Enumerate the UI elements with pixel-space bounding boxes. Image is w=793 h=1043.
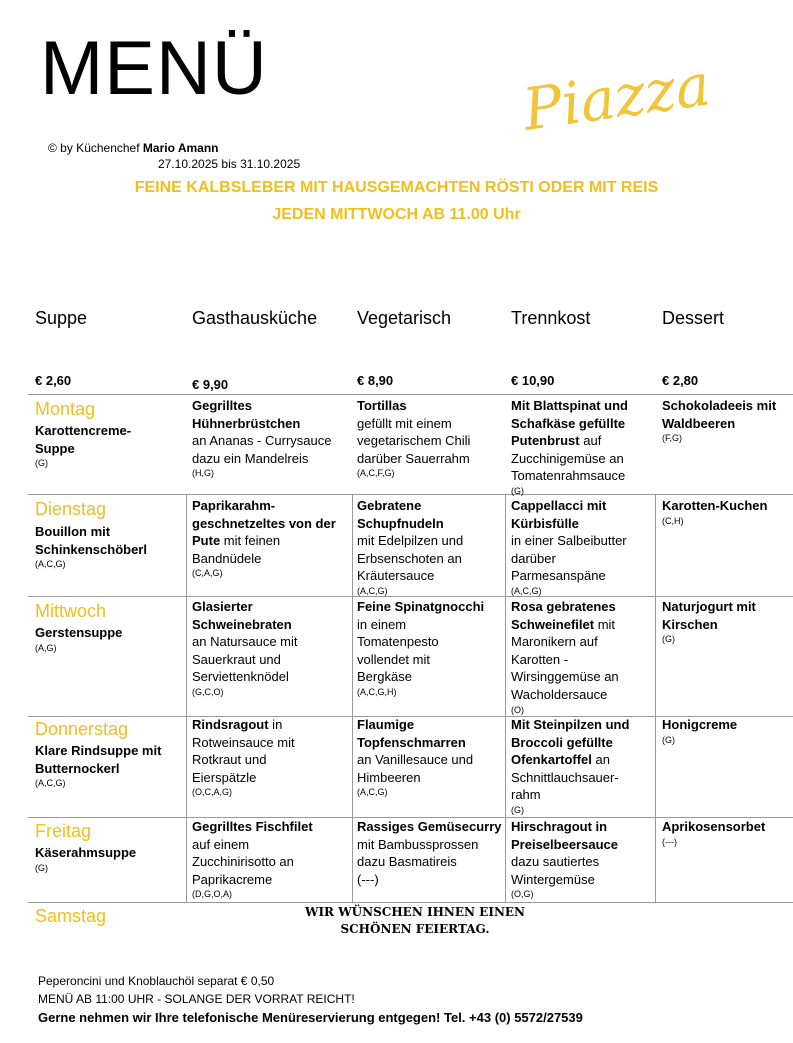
dish-desc: in einem [357,616,407,632]
dish-desc: mit [594,616,616,632]
allergens: (---) [662,836,677,847]
dish-name: Topfenschmarren [357,734,466,750]
dish-name: Hühnerbrüstchen [192,415,301,431]
dish-name: Ofenkartoffel [511,752,592,768]
cell-montag-suppe [35,422,183,469]
dish-desc: Serviettenknödel [192,669,289,685]
cell-montag-trennkost [511,397,653,497]
day-label-donnerstag: Donnerstag [35,719,129,739]
column-header-dessert: Dessert [662,308,725,328]
cell-mittwoch-trennkost [511,598,653,716]
dish-desc: mit Edelpilzen und [357,533,464,549]
dish-name: Honigcreme [662,717,738,732]
dish-name: Rassiges Gemüsecurry [357,819,502,834]
allergens: (A,C,G) [357,585,388,596]
allergens: (A,C,G) [35,559,66,570]
dish-desc: Rotkraut und [192,752,267,768]
dish-desc: mit Bambussprossen [357,836,479,852]
dish-name: Schweinebraten [192,616,292,632]
cell-freitag-suppe [35,844,183,874]
dish-name: Preiselbeersauce [511,836,618,852]
dish-name: Schafkäse gefüllte [511,415,626,431]
allergens: (G) [511,485,524,496]
dish-name: Butternockerl [35,760,120,776]
dish-name: geschnetzeltes von der [192,515,336,531]
allergens: (C,A,G) [192,568,223,579]
dish-desc: an Natursauce mit [192,634,298,650]
day-label-mittwoch: Mittwoch [35,601,107,621]
allergens: (H,G) [192,468,214,479]
dish-desc: an Vanillesauce und [357,752,474,768]
cell-montag-vegetarisch [357,397,505,479]
column-divider [352,494,353,902]
day-label-dienstag: Dienstag [35,499,107,519]
dish-desc: (---) [357,871,379,887]
dish-desc: Bandnüdele [192,550,262,566]
footer-reservation: Gerne nehmen wir Ihre telefonische Menüreservierung entgegen! Tel. +43 (0) 5572/27539 [38,1010,583,1025]
holiday-notice-line-1: WIR WÜNSCHEN IHNEN EINEN [304,905,526,919]
allergens: (C,H) [662,515,684,526]
dish-name: Waldbeeren [662,415,736,431]
day-label-montag: Montag [35,399,96,419]
dish-desc: Wacholdersauce [511,686,608,702]
dish-name: Aprikosensorbet [662,819,766,834]
cell-donnerstag-suppe [35,742,183,789]
allergens: (A,G) [35,642,57,653]
cell-mittwoch-suppe [35,624,183,654]
chef-credit [48,141,218,155]
allergens: (F,G) [662,433,682,444]
allergens: (G) [511,804,524,815]
dish-desc: darüber Sauerrahm [357,450,470,466]
dish-desc: mit feinen [220,533,281,549]
dish-desc: Parmesanspäne [511,568,606,584]
column-header-suppe: Suppe [35,308,88,328]
cell-freitag-dessert [662,818,790,848]
dish-name: Feine Spinatgnocchi [357,599,485,614]
allergens: (O,G) [511,889,534,900]
dish-name: Kürbisfülle [511,515,579,531]
dish-name: Pute [192,533,221,549]
dish-desc: Bergkäse [357,669,412,685]
column-header-vegetarisch: Vegetarisch [357,308,452,328]
cell-mittwoch-vegetarisch [357,598,505,698]
dish-desc: dazu Basmatireis [357,854,457,870]
cell-freitag-trennkost [511,818,653,900]
dish-name: Gegrilltes Fischfilet [192,819,313,834]
column-header-trennkost: Trennkost [511,308,591,328]
allergens: (A,C,G) [511,585,542,596]
cell-dienstag-trennkost [511,497,653,597]
cell-donnerstag-trennkost [511,716,653,816]
day-label-samstag: Samstag [35,906,107,926]
page-title: MENÜ [40,26,268,111]
dish-desc: Paprikacreme [192,871,273,887]
dish-name: Schinkenschöberl [35,541,147,557]
allergens: (D,G,O,A) [192,889,232,900]
dish-desc: Maronikern auf [511,634,598,650]
dish-name: Rindsragout [192,717,269,732]
date-range: 27.10.2025 bis 31.10.2025 [158,157,301,171]
dish-desc: Zucchinirisotto an [192,854,294,870]
cell-freitag-gasthaus [192,818,350,900]
dish-name: Schokoladeeis mit [662,398,777,413]
dish-desc: Eierspätzle [192,769,257,785]
price-gasthaus: € 9,90 [192,377,229,392]
allergens: (G) [35,862,48,873]
allergens: (A,C,G) [357,787,388,798]
dish-name: Cappellacci mit [511,498,607,513]
column-header-gasthaus: Gasthausküche [192,308,318,328]
cell-dienstag-dessert [662,497,790,527]
dish-name: Kirschen [662,616,718,632]
dish-name: Hirschragout in [511,819,608,834]
dish-desc: auf einem [192,836,250,852]
allergens: (O) [511,704,524,715]
dish-desc: Tomatenrahmsauce [511,468,626,484]
dish-name: Naturjogurt mit [662,599,756,614]
dish-desc: Zucchinigemüse an [511,450,624,466]
row-divider [28,394,793,395]
announcement-line-1: FEINE KALBSLEBER MIT HAUSGEMACHTEN RÖSTI ODER MIT REIS [134,179,659,196]
allergens: (A,C,F,G) [357,468,395,479]
dish-desc: an [591,752,610,768]
dish-desc: gefüllt mit einem [357,415,452,431]
credit-prefix: © by Küchenchef [48,141,140,155]
dish-desc: Wirsinggemüse an [511,669,619,685]
allergens: (G) [662,634,675,645]
row-divider [28,494,793,495]
chef-name: Mario Amann [142,141,219,155]
dish-desc: Karotten - [511,651,569,667]
allergens: (O,C,A,G) [192,787,232,798]
column-divider [505,494,506,902]
dish-desc: Tomatenpesto [357,634,439,650]
dish-name: Flaumige [357,717,415,732]
dish-name: Schupfnudeln [357,515,444,531]
price-dessert: € 2,80 [662,373,699,388]
dish-desc: Sauerkraut und [192,651,281,667]
dish-desc: Himbeeren [357,769,421,785]
holiday-notice [300,904,530,938]
dish-name: Tortillas [357,398,407,413]
allergens: (A,C,G) [35,778,66,789]
dish-desc: vollendet mit [357,651,430,667]
dish-desc: Rotweinsauce mit [192,734,295,750]
dish-desc: darüber [511,550,556,566]
price-vegetarisch: € 8,90 [357,373,394,388]
cell-donnerstag-gasthaus [192,716,350,798]
price-trennkost: € 10,90 [511,373,555,388]
dish-desc: in einer Salbeibutter [511,533,627,549]
dish-name: Gebratene [357,498,422,513]
dish-desc: dazu ein Mandelreis [192,450,309,466]
piazza-logo [518,50,715,160]
cell-mittwoch-dessert [662,598,790,645]
dish-desc: in [268,717,283,732]
dish-name: Käserahmsuppe [35,845,137,860]
allergens: (G) [662,734,675,745]
holiday-notice-line-2: SCHÖNEN FEIERTAG. [340,922,490,936]
cell-freitag-vegetarisch [357,818,505,888]
cell-montag-dessert [662,397,790,444]
dish-name: Rosa gebratenes [511,599,616,614]
dish-name: Suppe [35,440,75,456]
dish-desc: an Ananas - Currysauce [192,433,332,449]
column-divider [655,494,656,902]
footer-extras: Peperoncini und Knoblauchöl separat € 0,50 [38,974,275,988]
dish-name: Karottencreme- [35,423,132,438]
day-label-freitag: Freitag [35,821,92,841]
dish-name: Gegrilltes [192,398,252,413]
dish-name: Bouillon mit [35,524,111,539]
dish-name: Schweinefilet [511,616,595,632]
dish-name: Broccoli gefüllte [511,734,613,750]
cell-donnerstag-vegetarisch [357,716,505,798]
dish-desc: rahm [511,787,541,803]
dish-name: Gerstensuppe [35,625,123,640]
dish-desc: auf [579,433,602,449]
cell-dienstag-vegetarisch [357,497,505,597]
cell-donnerstag-dessert [662,716,790,746]
dish-name: Paprikarahm- [192,498,276,513]
dish-desc: Kräutersauce [357,568,435,584]
cell-montag-gasthaus [192,397,350,479]
cell-dienstag-suppe [35,523,183,570]
dish-name: Karotten-Kuchen [662,498,768,513]
dish-desc: Wintergemüse [511,871,595,887]
cell-dienstag-gasthaus [192,497,350,579]
allergens: (G) [35,458,48,469]
dish-desc: Schnittlauchsauer- [511,769,619,785]
logo-text: Piazza [518,50,715,144]
announcement-line-2: JEDEN MITTWOCH AB 11.00 Uhr [272,206,521,223]
dish-name: Mit Blattspinat und [511,398,628,413]
column-divider [186,494,187,902]
price-suppe: € 2,60 [35,373,72,388]
dish-name: Klare Rindsuppe mit [35,743,162,758]
dish-name: Putenbrust [511,433,580,449]
row-divider [28,902,793,903]
allergens: (A,C,G,H) [357,686,397,697]
dish-name: Glasierter [192,599,253,614]
footer-availability: MENÜ AB 11:00 UHR - SOLANGE DER VORRAT REICHT! [38,992,355,1006]
dish-desc: dazu sautiertes [511,854,600,870]
dish-desc: vegetarischem Chili [357,433,471,449]
allergens: (G,C,O) [192,686,224,697]
dish-desc: Erbsenschoten an [357,550,462,566]
dish-name: Mit Steinpilzen und [511,717,630,732]
cell-mittwoch-gasthaus [192,598,350,698]
